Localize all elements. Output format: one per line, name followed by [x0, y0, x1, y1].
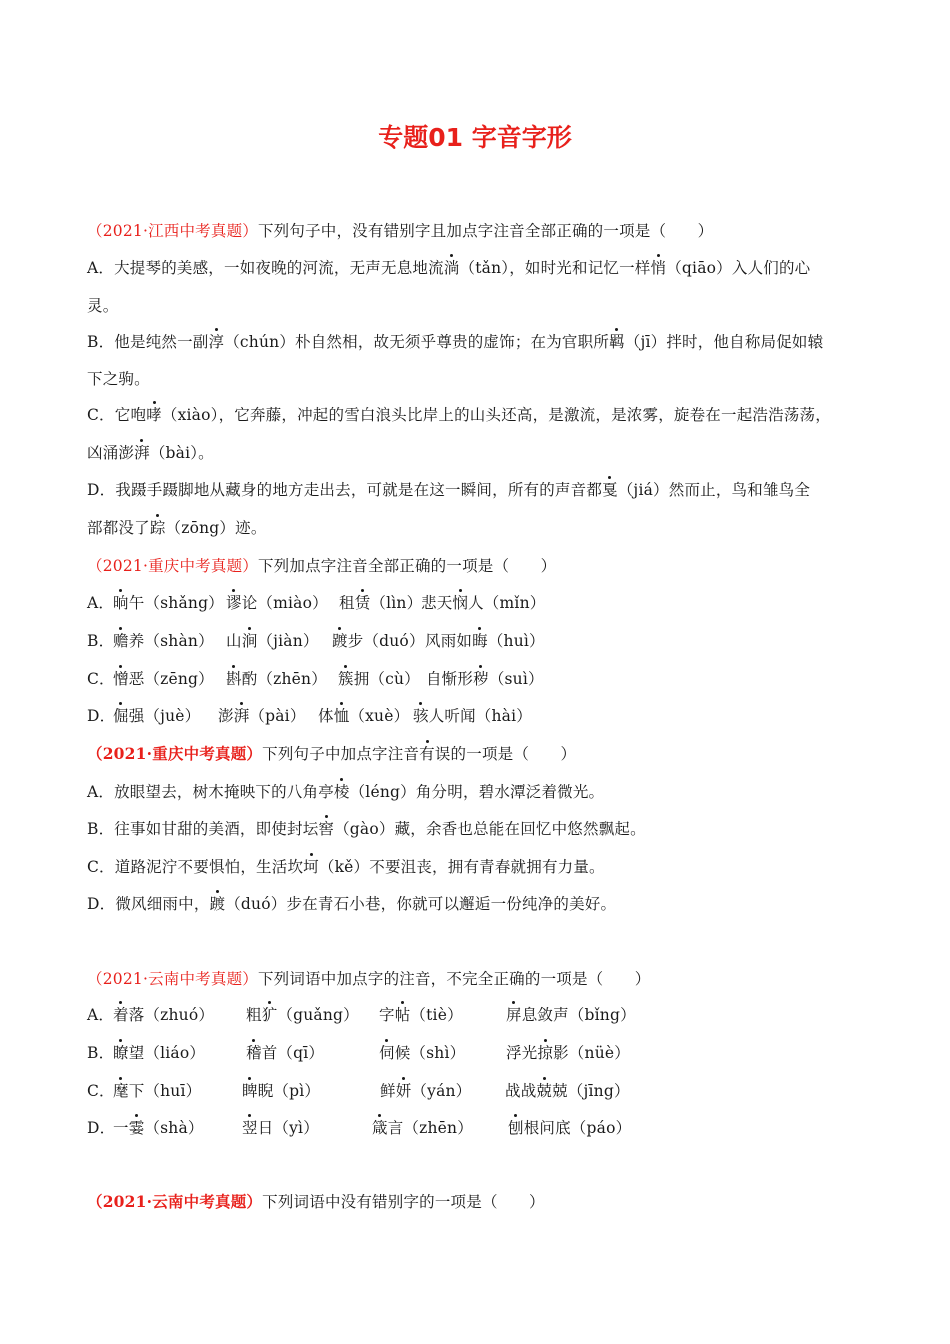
dotted-char: 箴 — [372, 1119, 388, 1137]
option-item — [113, 1080, 242, 1102]
option-item — [226, 592, 339, 614]
dotted-char: 恤 — [333, 707, 350, 725]
option-item-text: 息敛声（bǐng） — [521, 1006, 636, 1024]
q1-option-d-cont — [87, 517, 267, 539]
dotted-char: 刨 — [508, 1119, 524, 1137]
dotted-char: 悯 — [452, 594, 469, 612]
option-item-text: 兢（jīng） — [552, 1082, 630, 1100]
option-item-text: 山 — [226, 632, 242, 650]
option-item-text: （jiàn） — [257, 632, 319, 650]
dotted-char: 稽 — [246, 1044, 262, 1062]
option-item — [113, 668, 226, 690]
q1-option-b — [87, 331, 823, 353]
dotted-char: 倔 — [113, 707, 129, 725]
option-item-text: 言（zhēn） — [387, 1119, 473, 1137]
option-item-text: 澎 — [218, 707, 234, 725]
option-item — [218, 705, 318, 727]
option-item-text: 恶（zēng） — [128, 670, 214, 688]
q1-b-text: （jī）拌时，他自称局促如辕 — [624, 333, 824, 351]
option-item — [246, 1042, 379, 1064]
dotted-char: 涧 — [241, 632, 258, 650]
option-item — [508, 1117, 658, 1139]
q3-option-a — [87, 781, 604, 803]
option-label: A． — [87, 594, 115, 612]
option-item-text: 强（juè） — [128, 707, 201, 725]
option-item-text: 自惭形 — [426, 670, 474, 688]
q1-option-a — [87, 257, 810, 279]
q1-a-text: （tǎn），如时光和记忆一样 — [459, 259, 651, 277]
option-item-text: （pài） — [249, 707, 306, 725]
option-item-text: （lìn） — [370, 594, 423, 612]
q3-source: （2021·重庆中考真题） — [87, 744, 263, 763]
q4-option-row — [87, 1117, 658, 1139]
option-label: D． — [87, 707, 116, 725]
q1-option-c-cont — [87, 442, 214, 464]
q5-stem — [87, 1191, 545, 1213]
option-item — [379, 1042, 506, 1064]
q1-stem — [87, 220, 713, 242]
option-item — [425, 630, 565, 652]
q2-source: （2021·重庆中考真题） — [87, 557, 258, 575]
option-item-text: 步（duó） — [347, 632, 425, 650]
q1-option-a-cont: 灵。 — [87, 297, 119, 315]
option-item-text: 一 — [113, 1119, 129, 1137]
option-item-text: （huì） — [487, 632, 545, 650]
dotted-char: 悄 — [650, 259, 667, 277]
dotted-char: 晦 — [472, 632, 488, 650]
dotted-char: 霎 — [128, 1119, 145, 1137]
dotted-char: 骇 — [413, 707, 429, 725]
option-item-text: 人听闻（hài） — [428, 707, 532, 725]
option-item — [226, 630, 332, 652]
option-item — [113, 1004, 246, 1026]
dotted-char: 踱 — [332, 632, 348, 650]
dotted-char: 妍 — [395, 1082, 412, 1100]
option-item — [318, 705, 413, 727]
option-item-text: （yán） — [411, 1082, 472, 1100]
dotted-char: 有 — [419, 745, 435, 763]
dotted-char: 晌 — [113, 594, 129, 612]
q3-stem-text: 下列句子中加点字注音 — [262, 745, 420, 763]
option-item-text: 粗 — [246, 1006, 262, 1024]
q2-stem — [87, 555, 556, 577]
option-item — [113, 592, 226, 614]
q4-option-row — [87, 1004, 656, 1026]
dotted-char: 坷 — [303, 858, 319, 876]
dotted-char: 掠 — [537, 1044, 554, 1062]
q3-d-text: D．微风细雨中， — [87, 895, 210, 913]
option-item-text: 人（mǐn） — [468, 594, 546, 612]
option-item — [113, 1042, 246, 1064]
q3-a-text: A．放眼望去，树木掩映下的八角亭 — [87, 783, 334, 801]
option-item — [246, 1004, 379, 1026]
q5-source: （2021·云南中考真题） — [87, 1192, 263, 1211]
q3-b-text: （gào）藏，余香也总能在回忆中悠然飘起。 — [334, 820, 646, 838]
dotted-char: 赡 — [113, 632, 129, 650]
q2-stem-text: 下列加点字注音全部正确的一项是（ ） — [257, 557, 557, 575]
option-item — [413, 705, 553, 727]
option-item — [506, 1042, 656, 1064]
q3-d-text: （duó）步在青石小巷，你就可以邂逅一份纯净的美好。 — [225, 895, 617, 913]
q1-c-text: 凶涌澎 — [87, 444, 135, 462]
option-item — [380, 1080, 505, 1102]
q3-a-text: （léng）角分明，碧水潭泛着微光。 — [349, 783, 605, 801]
option-item-text: 悲天 — [421, 594, 453, 612]
option-item-text: （tiè） — [410, 1006, 463, 1024]
dotted-char: 踪 — [149, 519, 166, 537]
q3-option-d — [87, 893, 616, 915]
q1-b-text: （chún）朴自然相，故无须乎尊贵的虚饰；在为官职所 — [224, 333, 610, 351]
option-item-text: 影（nüè） — [553, 1044, 630, 1062]
option-item-text: 日（yì） — [257, 1119, 319, 1137]
q1-d-text: 部都没了 — [87, 519, 150, 537]
option-item-text: 望（liáo） — [128, 1044, 206, 1062]
option-item-text: （xuè） — [349, 707, 410, 725]
dotted-char: 伺 — [379, 1044, 395, 1062]
dotted-char: 秽 — [473, 670, 489, 688]
page-title: 专题01 字音字形 — [378, 123, 572, 152]
q1-d-text: （zōng）迹。 — [165, 519, 267, 537]
option-item-text: 体 — [318, 707, 334, 725]
option-item-text: 拥（cù） — [353, 670, 420, 688]
q1-b-text: B．他是纯然一副 — [87, 333, 209, 351]
dotted-char: 窖 — [318, 820, 335, 838]
dotted-char: 憎 — [113, 670, 129, 688]
option-item-text: 战战 — [505, 1082, 537, 1100]
q4-source: （2021·云南中考真题） — [87, 970, 258, 988]
dotted-char: 哮 — [146, 406, 162, 424]
option-item — [113, 705, 218, 727]
q1-option-d — [87, 479, 810, 501]
option-item — [242, 1080, 380, 1102]
option-item-text: 浮光 — [506, 1044, 538, 1062]
dotted-char: 斟 — [226, 670, 242, 688]
dotted-char: 簇 — [338, 670, 354, 688]
option-item — [242, 1117, 372, 1139]
dotted-char: 赁 — [354, 594, 371, 612]
option-item-text: 租 — [339, 594, 355, 612]
option-item — [505, 1080, 655, 1102]
option-item-text: 酌（zhēn） — [241, 670, 327, 688]
dotted-char: 睥 — [242, 1082, 258, 1100]
option-label: D． — [87, 1119, 116, 1137]
option-item — [506, 1004, 656, 1026]
q1-stem-text: 下列句子中，没有错别字且加点字注音全部正确的一项是（ ） — [257, 222, 714, 240]
option-item-text: 下（huī） — [128, 1082, 202, 1100]
q2-option-row — [87, 630, 565, 652]
q3-stem-text: 误的一项是（ ） — [434, 745, 577, 763]
q4-option-row — [87, 1080, 655, 1102]
q1-c-text: （xiào），它奔藤，冲起的雪白浪头比岸上的山头还高，是激流，是浓雾，旋卷在一起浩浩荡荡， — [161, 406, 831, 424]
q3-b-text: B．往事如甘甜的美酒，即使封坛 — [87, 820, 319, 838]
option-item — [339, 592, 421, 614]
dotted-char: 瞭 — [113, 1044, 129, 1062]
q1-d-text: （jiá）然而止，鸟和雏鸟全 — [617, 481, 811, 499]
dotted-char: 湃 — [134, 444, 150, 462]
q1-option-b-cont: 下之驹。 — [87, 370, 150, 388]
q3-option-c — [87, 856, 605, 878]
dotted-char: 羁 — [609, 333, 625, 351]
q3-option-b — [87, 818, 646, 840]
option-label: C． — [87, 670, 115, 688]
option-item-text: 候（shì） — [394, 1044, 466, 1062]
q1-source: （2021·江西中考真题） — [87, 222, 258, 240]
dotted-char: 淳 — [208, 333, 225, 351]
option-item-text: 论（miào） — [241, 594, 328, 612]
dotted-char: 湃 — [233, 707, 250, 725]
option-item — [338, 668, 426, 690]
q3-c-text: C．道路泥泞不要惧怕，生活坎 — [87, 858, 304, 876]
q3-c-text: （kě）不要沮丧，拥有青春就拥有力量。 — [318, 858, 605, 876]
option-item — [113, 1117, 242, 1139]
option-item-text: 睨（pì） — [257, 1082, 321, 1100]
option-item — [421, 592, 561, 614]
option-item-text: 首（qī） — [261, 1044, 325, 1062]
option-item — [426, 668, 566, 690]
q4-option-row — [87, 1042, 656, 1064]
dotted-char: 踱 — [209, 895, 226, 913]
option-item — [379, 1004, 506, 1026]
q2-option-row — [87, 592, 561, 614]
q1-a-text: A．大提琴的美感，一如夜晚的河流，无声无息地流 — [87, 259, 444, 277]
dotted-char: 谬 — [226, 594, 242, 612]
q3-stem — [87, 743, 576, 765]
option-item — [372, 1117, 508, 1139]
q4-stem-text: 下列词语中加点字的注音，不完全正确的一项是（ ） — [257, 970, 651, 988]
dotted-char: 戛 — [602, 481, 618, 499]
option-label: B． — [87, 632, 115, 650]
option-item-text: 落（zhuó） — [128, 1006, 215, 1024]
option-item — [113, 630, 226, 652]
option-item — [226, 668, 338, 690]
option-item-text: （shà） — [144, 1119, 204, 1137]
option-item — [332, 630, 425, 652]
q1-option-c — [87, 404, 831, 426]
q1-c-text: （bài）。 — [149, 444, 214, 462]
dotted-char: 麾 — [113, 1082, 129, 1100]
option-label: A． — [87, 1006, 115, 1024]
dotted-char: 棱 — [333, 783, 350, 801]
dotted-char: 屏 — [506, 1006, 522, 1024]
option-item-text: 根问底（páo） — [523, 1119, 632, 1137]
option-item-text: 字 — [379, 1006, 395, 1024]
option-label: C． — [87, 1082, 115, 1100]
option-item-text: （guǎng） — [277, 1006, 359, 1024]
dotted-char: 犷 — [261, 1006, 278, 1024]
option-label: B． — [87, 1044, 115, 1062]
dotted-char: 翌 — [242, 1119, 258, 1137]
q2-option-row — [87, 705, 553, 727]
q4-stem — [87, 968, 651, 990]
q2-option-row — [87, 668, 566, 690]
option-item-text: 风雨如 — [425, 632, 473, 650]
q5-stem-text: 下列词语中没有错别字的一项是（ ） — [262, 1193, 545, 1211]
option-item-text: 鲜 — [380, 1082, 396, 1100]
dotted-char: 兢 — [536, 1082, 553, 1100]
option-item-text: 午（shǎng） — [128, 594, 224, 612]
q1-a-text: （qiāo）入人们的心 — [666, 259, 811, 277]
q1-c-text: C．它咆 — [87, 406, 147, 424]
dotted-char: 着 — [113, 1006, 129, 1024]
dotted-char: 帖 — [394, 1006, 411, 1024]
option-item-text: （suì） — [488, 670, 544, 688]
q1-d-text: D．我蹑手蹑脚地从藏身的地方走出去，可就是在这一瞬间，所有的声音都 — [87, 481, 603, 499]
dotted-char: 淌 — [443, 259, 460, 277]
option-item-text: 养（shàn） — [128, 632, 214, 650]
